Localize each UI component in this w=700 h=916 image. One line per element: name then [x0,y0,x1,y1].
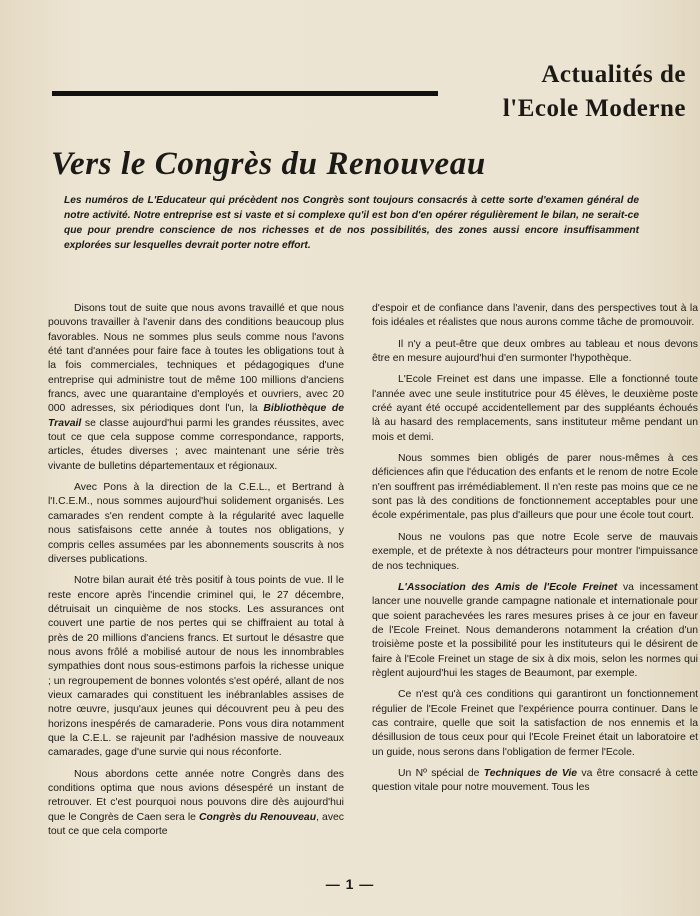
emphasis-congres: Congrès du Renouveau [199,811,317,823]
emphasis-association: L'Association des Amis de l'Ecole Freinet [398,581,618,593]
paragraph: d'espoir et de confiance dans l'avenir, dans des perspectives tout à la fois idéales et réalistes que nous aurons comme tâche de promouvoir. [372,303,698,329]
masthead-line-2: l'Ecole Moderne [502,95,686,122]
page-number: — 1 — [325,876,375,892]
paragraph: Nous abordons cette année notre Congrès dans des conditions optima que nous avions désespéré un instant de retrouver. Et c'est pourquoi nous pouvons dire dès aujourd'hui que le Congrès de Caen sera le Congrès du Renouveau, avec tout ce que cela comporte [48,768,344,838]
header-rule [52,91,438,96]
left-column [48,302,344,846]
paragraph: L'Association des Amis de l'Ecole Freinet va incessament lancer une nouvelle grande campagne nationale et internationale pour que soient parachevées les rares mesures prises à ce jour en faveur de l'Ecole Freinet. Nous demanderons notamment la création d'un troisième poste et la possibilité pour les instituteurs qui le désirent de faire à l'Ecole Freinet un stage de six à dix mois, selon les normes qui règlent aujourd'hui les stages de Beaumont, par exemple. [372,581,698,679]
paragraph: Il n'y a peut-être que deux ombres au tableau et nous devons être en mesure aujourd'hui d'en surmonter l'hypothèque. [372,338,698,365]
paragraph: L'Ecole Freinet est dans une impasse. Elle a fonctionné toute l'année avec une seule institutrice pour 45 élèves, le deuxième poste créé ayant été occupé accidentellement par des suppléants échoués là au hasard des remplacements, sans instituteur même pendant un mois et demi. [372,374,698,443]
paragraph: Notre bilan aurait été très positif à tous points de vue. Il le reste encore après l'incendie criminel qui, le 27 décembre, détruisait un cinquième de nos stocks. Les assurances ont couvert une partie de nos pertes qui se chiffraient au total à près de 20 millions d'anciens francs. Et surtout le désastre que nous avons frôlé a mobilisé autour de nous les innombrables sympathies dont nous sous-estimons parfois la richesse unique ; un regroupement de bonnes volontés s'est opéré, allant de nos vieux camarades qui constituent les inébranlables assises de notre œuvre, jusqu'aux jeunes qui découvrent peu à peu des horizons inespérés de camaraderie. Pons vous dira notamment que la C.E.L. se rajeunit par l'adhésion massive de nouveaux camarades, gage d'une survie qui nous réconforte. [48,575,345,759]
paragraph: Nous sommes bien obligés de parer nous-mêmes à ces déficiences afin que l'éducation des enfants et le renom de notre Ecole n'en souffrent pas irrémédiablement. Il n'en reste pas moins que ce ne sont pas là des conditions de fonctionnement acceptables pour une école expérimentale, pas plus d'ailleurs que pour une école tout court. [372,453,698,522]
paragraph: Nous ne voulons pas que notre Ecole serve de mauvais exemple, et de prétexte à nos détracteurs pour montrer l'impuissance de nos techniques. [372,531,698,572]
paragraph: Ce n'est qu'à ces conditions qui garantiront un fonctionnement régulier de l'Ecole Freinet que l'expérience pourra continuer. Dans le cas contraire, quelle que soit la satisfaction de nos ennemis et la désillusion de tous ceux pour qui l'Ecole Freinet était un laboratoire et un guide, nous serons dans l'obligation de fermer l'Ecole. [372,689,698,758]
masthead-line-1: Actualités de [541,61,686,88]
paragraph: Avec Pons à la direction de la C.E.L., et Bertrand à l'I.C.E.M., nous sommes aujourd'hui solidement organisés. Les camarades s'en rendent compte à la régularité avec laquelle nous satisfaisons cette année à toutes nos obligations, y compris celles assumées par les abonnements souscrits à nos diverses publications. [48,482,344,565]
emphasis-techniques: Techniques de Vie [483,767,578,779]
article-title: Vers le Congrès du Renouveau [51,146,486,182]
section-masthead [503,58,686,126]
right-column [372,302,698,803]
paragraph: Disons tout de suite que nous avons travaillé et que nous pouvons travailler à l'avenir dans des conditions beaucoup plus favorables. Nous ne sommes plus seuls comme nous l'avons été tant d'années pour faire face à toutes les obligations tout à la fois commerciales, techniques et pédagogiques d'une entreprise qui administre tout de même 100 millions d'anciens francs, avec une quarantaine d'employés et ouvriers, avec 20 000 adresses, six périodiques dont l'un, la Bibliothèque de Travail se classe aujourd'hui parmi les grandes réussites, avec tout ce que cela suppose comme correspondance, rapports, articles, études diverses ; avec maintenant une série très vivante de bulletins départementaux et régionaux. [48,303,344,472]
paragraph: Un Nº spécial de Techniques de Vie va être consacré à cette question vitale pour notre mouvement. Tous les [372,767,699,794]
article-intro: Les numéros de L'Educateur qui précèdent nos Congrès sont toujours consacrés à cette sorte d'examen général de notre activité. Notre entreprise est si vaste et si complexe qu'il est bon d'en opérer régulièrement le bilan, ne serait-ce que pour prendre conscience de nos richesses et de nos possibilités, des zones aussi encore insuffisamment explorées sur lesquelles devrait porter notre effort. [64,195,639,251]
emphasis-bibliotheque: Bibliothèque de Travail [48,403,344,429]
